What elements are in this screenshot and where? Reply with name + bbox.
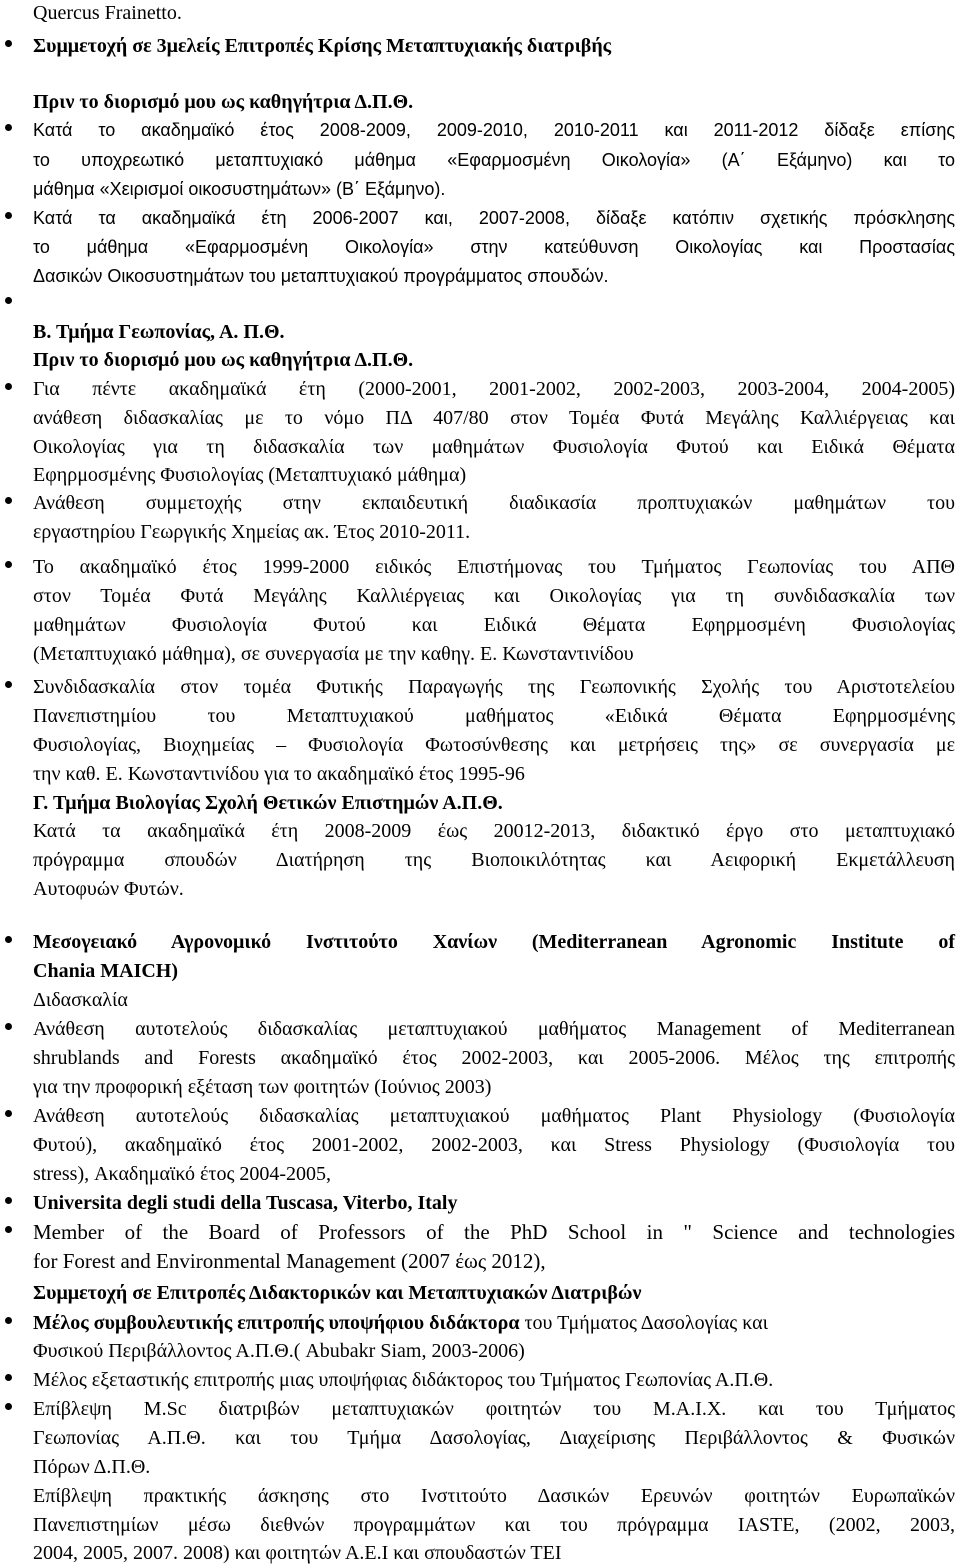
bullet-icon — [5, 212, 12, 219]
text-line: (Μεταπτυχιακό μάθημα), σε συνεργασία με την καθηγ. Ε. Κωνσταντινίδου — [33, 643, 634, 665]
bullet-icon — [5, 936, 12, 943]
section-heading: Μεσογειακό Αγρονομικό Ινστιτούτο Χανίων (Mediterranean Agronomic Institute of — [33, 931, 955, 953]
text-line: Πανεπιστημίων μέσω διεθνών προγραμμάτων και του πρόγραμμα IASTE, (2002, 2003, — [33, 1514, 955, 1536]
bullet-icon — [5, 1226, 12, 1233]
bullet-icon — [5, 497, 12, 504]
text-line: για την προφορική εξέταση των φοιτητών (Ιούνιος 2003) — [33, 1076, 492, 1098]
text-line: μάθημα «Χειρισμοί οικοσυστημάτων» (Β΄ Εξάμηνο). — [33, 179, 446, 199]
bullet-icon — [5, 297, 12, 304]
text-line — [33, 1309, 768, 1337]
text-line: Μέλος εξεταστικής επιτροπής μιας υποψήφιας διδάκτορος του Τμήματος Γεωπονίας Α.Π.Θ. — [33, 1369, 774, 1391]
subheading: Γ. Τμήμα Βιολογίας Σχολή Θετικών Επιστημών Α.Π.Θ. — [33, 792, 503, 814]
bullet-icon — [5, 40, 12, 47]
text-line: Επίβλεψη πρακτικής άσκησης στο Ινστιτούτο Δασικών Ερευνών φοιτητών Ευρωπαϊκών — [33, 1485, 955, 1507]
section-heading: Universita degli studi della Tuscasa, Viterbo, Italy — [33, 1192, 458, 1214]
subheading: Β. Τμήμα Γεωπονίας, Α. Π.Θ. — [33, 321, 285, 343]
text-line: πρόγραμμα σπουδών Διατήρηση της Βιοποικιλότητας και Αειφορική Εκμετάλλευση — [33, 849, 955, 871]
bullet-icon — [5, 681, 12, 688]
text-line: το μάθημα «Εφαρμοσμένη Οικολογία» στην κατεύθυνση Οικολογίας και Προστασίας — [33, 237, 955, 257]
bullet-icon — [5, 1374, 12, 1381]
text-line: Πανεπιστημίου του Μεταπτυχιακού μαθήματος «Ειδικά Θέματα Εφηρμοσμένης — [33, 705, 955, 727]
bullet-icon — [5, 383, 12, 390]
text-line: stress), Ακαδημαϊκό έτος 2004-2005, — [33, 1163, 332, 1185]
text-line: ανάθεση διδασκαλίας με το νόμο ΠΔ 407/80 στον Τομέα Φυτά Μεγάλης Καλλιέργειας και — [33, 407, 955, 429]
text-line: Member of the Board of Professors of the PhD School in " Science and technologies — [33, 1220, 955, 1244]
text-line: εργαστηρίου Γεωργικής Χημείας ακ. Έτος 2010-2011. — [33, 521, 471, 543]
bullet-icon — [5, 1197, 12, 1204]
text-line: Κατά τα ακαδημαϊκά έτη 2006-2007 και, 2007-2008, δίδαξε κατόπιν σχετικής πρόσκλησης — [33, 208, 955, 228]
bullet-icon — [5, 1110, 12, 1117]
text-line: το υποχρεωτικό μεταπτυχιακό μάθημα «Εφαρμοσμένη Οικολογία» (Α΄ Εξάμηνο) και το — [33, 150, 955, 170]
text-line: Φυσικού Περιβάλλοντος Α.Π.Θ.( Abubakr Siam, 2003-2006) — [33, 1340, 525, 1362]
text-line: Το ακαδημαϊκό έτος 1999-2000 ειδικός Επιστήμονας του Τμήματος Γεωπονίας του ΑΠΘ — [33, 556, 955, 578]
text-line: Οικολογίας για τη διδασκαλία των μαθημάτων Φυσιολογία Φυτού και Ειδικά Θέματα — [33, 436, 955, 458]
section-heading: Συμμετοχή σε Επιτροπές Διδακτορικών και Μεταπτυχιακών Διατριβών — [33, 1282, 642, 1304]
text-line: Quercus Frainetto. — [33, 2, 182, 24]
text-line: Εφηρμοσμένης Φυσιολογίας (Μεταπτυχιακό μάθημα) — [33, 464, 467, 486]
text-line: Φυτού), ακαδημαϊκό έτος 2001-2002, 2002-2003, και Stress Physiology (Φυσιολογία του — [33, 1134, 955, 1156]
text-line: Γεωπονίας Α.Π.Θ. και του Τμήμα Δασολογίας, Διαχείρισης Περιβάλλοντος & Φυσικών — [33, 1427, 955, 1449]
text-line: Συνδιδασκαλία στον τομέα Φυτικής Παραγωγής της Γεωπονικής Σχολής του Αριστοτελείου — [33, 676, 955, 698]
text-line: Για πέντε ακαδημαϊκά έτη (2000-2001, 2001-2002, 2002-2003, 2003-2004, 2004-2005) — [33, 378, 955, 400]
emphasis: Μέλος συμβουλευτικής επιτροπής υποψήφιου διδάκτορα — [33, 1312, 520, 1334]
section-heading: Chania MAICH) — [33, 960, 179, 982]
text-line: Ανάθεση συμμετοχής στην εκπαιδευτική διαδικασία προπτυχιακών μαθημάτων του — [33, 492, 955, 514]
bullet-icon — [5, 1317, 12, 1324]
text-line: Δασικών Οικοσυστημάτων του μεταπτυχιακού προγράμματος σπουδών. — [33, 266, 609, 286]
text-line: Αυτοφυών Φυτών. — [33, 878, 184, 900]
text-line: στον Τομέα Φυτά Μεγάλης Καλλιέργειας και Οικολογίας για τη συνδιδασκαλία των — [33, 585, 955, 607]
bullet-icon — [5, 561, 12, 568]
text-line: μαθημάτων Φυσιολογία Φυτού και Ειδικά Θέματα Εφηρμοσμένη Φυσιολογίας — [33, 614, 955, 636]
subheading: Πριν το διορισμό μου ως καθηγήτρια Δ.Π.Θ. — [33, 91, 414, 113]
text-run: του Τμήματος Δασολογίας και — [519, 1312, 768, 1334]
text-line: 2004, 2005, 2007. 2008) και φοιτητών Α.Ε.Ι και σπουδαστών ΤΕΙ — [33, 1542, 562, 1564]
text-line: Επίβλεψη M.Sc διατριβών μεταπτυχιακών φοιτητών του M.A.I.X. και του Τμήματος — [33, 1398, 955, 1420]
section-heading: Συμμετοχή σε 3μελείς Επιτροπές Κρίσης Μεταπτυχιακής διατριβής — [33, 35, 612, 57]
bullet-icon — [5, 1403, 12, 1410]
text-line: Διδασκαλία — [33, 989, 128, 1011]
text-line: shrublands and Forests ακαδημαϊκό έτος 2002-2003, και 2005-2006. Μέλος της επιτροπής — [33, 1047, 955, 1069]
subheading: Πριν το διορισμό μου ως καθηγήτρια Δ.Π.Θ. — [33, 349, 414, 371]
bullet-icon — [5, 1023, 12, 1030]
text-line: την καθ. Ε. Κωνσταντινίδου για το ακαδημαϊκό έτος 1995-96 — [33, 763, 525, 785]
text-line: Πόρων Δ.Π.Θ. — [33, 1456, 151, 1478]
text-line: for Forest and Environmental Management (2007 έως 2012), — [33, 1249, 546, 1273]
bullet-icon — [5, 124, 12, 131]
text-line: Ανάθεση αυτοτελούς διδασκαλίας μεταπτυχιακού μαθήματος Plant Physiology (Φυσιολογία — [33, 1105, 955, 1127]
text-line: Ανάθεση αυτοτελούς διδασκαλίας μεταπτυχιακού μαθήματος Management of Mediterranean — [33, 1018, 955, 1040]
text-line: Κατά το ακαδημαϊκό έτος 2008-2009, 2009-2010, 2010-2011 και 2011-2012 δίδαξε επίσης — [33, 120, 955, 140]
text-line: Κατά τα ακαδημαϊκά έτη 2008-2009 έως 20012-2013, διδακτικό έργο στο μεταπτυχιακό — [33, 820, 955, 842]
text-line: Φυσιολογίας, Βιοχημείας – Φυσιολογία Φωτοσύνθεσης και μετρήσεις της» σε συνεργασία με — [33, 734, 955, 756]
